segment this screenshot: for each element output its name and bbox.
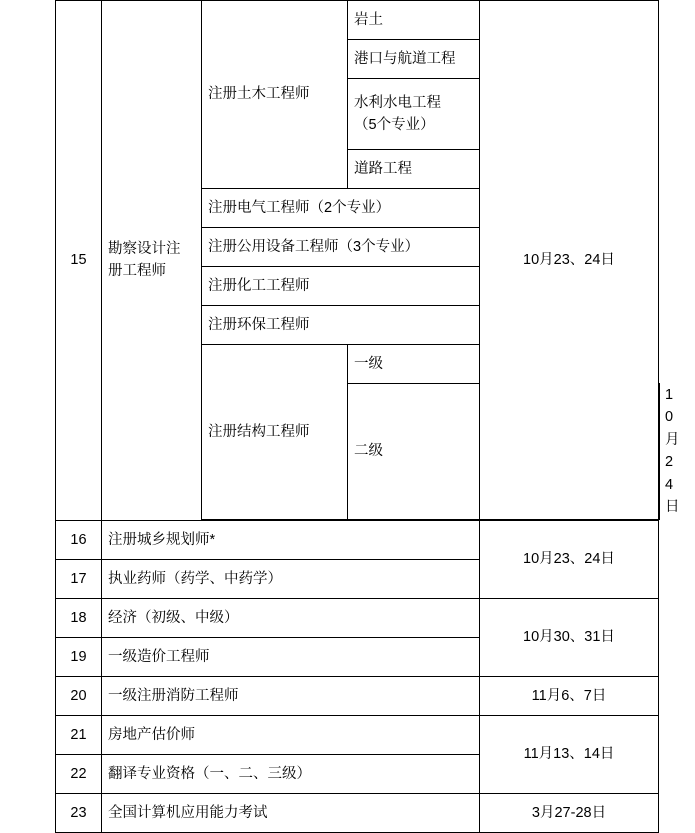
cell-category [102,1,202,521]
category-line-1: 勘察设计注 [108,240,181,257]
cell-exam-name: 注册环保工程师 [202,306,480,345]
cell-exam-name: 翻译专业资格（一、二、三级） [102,754,480,793]
cell-exam-name: 一级造价工程师 [102,637,480,676]
cell-exam-name: 一级注册消防工程师 [102,676,480,715]
cell-date: 10月30、31日 [480,598,659,676]
cell-sub-specialty: 港口与航道工程 [348,40,480,79]
cell-exam-name: 执业药师（药学、中药学） [102,559,480,598]
exam-schedule-table [55,0,680,833]
cell-sub-specialty: 道路工程 [348,150,480,189]
cell-grade-level: 一级 [348,345,480,384]
cell-row-number: 15 [56,1,102,521]
cell-row-number: 21 [56,715,102,754]
cell-exam-name: 注册结构工程师 [202,345,348,520]
cell-exam-name: 全国计算机应用能力考试 [102,793,480,832]
cell-row-number: 23 [56,793,102,832]
cell-grade-level: 二级 [348,384,480,520]
cell-exam-name: 注册公用设备工程师（3个专业） [202,228,480,267]
table-row [56,793,660,832]
sub-specialty-line-2: （5个专业） [354,117,435,133]
cell-date: 11月6、7日 [480,676,659,715]
cell-exam-name: 经济（初级、中级） [102,598,480,637]
cell-row-number: 22 [56,754,102,793]
cell-date: 10月24日 [659,384,660,520]
cell-exam-name: 注册城乡规划师* [102,520,480,559]
table-row [56,715,660,754]
category-line-2: 册工程师 [108,263,166,280]
cell-sub-specialty: 岩土 [348,1,480,40]
cell-row-number: 20 [56,676,102,715]
cell-exam-name: 注册土木工程师 [202,1,348,189]
cell-row-number: 17 [56,559,102,598]
cell-exam-name: 注册电气工程师（2个专业） [202,189,480,228]
cell-exam-name: 注册化工工程师 [202,267,480,306]
cell-date: 11月13、14日 [480,715,659,793]
cell-date: 10月23、24日 [480,1,659,520]
cell-row-number: 19 [56,637,102,676]
cell-date: 3月27-28日 [480,793,659,832]
cell-row-number: 16 [56,520,102,559]
sub-specialty-line-1: 水利水电工程 [354,94,441,111]
cell-date: 10月23、24日 [480,520,659,598]
cell-row-number: 18 [56,598,102,637]
table-row [56,598,660,637]
cell-exam-name: 房地产估价师 [102,715,480,754]
table-row [56,676,660,715]
table-row [56,520,660,559]
table-row [56,1,660,40]
cell-sub-specialty [348,79,480,150]
